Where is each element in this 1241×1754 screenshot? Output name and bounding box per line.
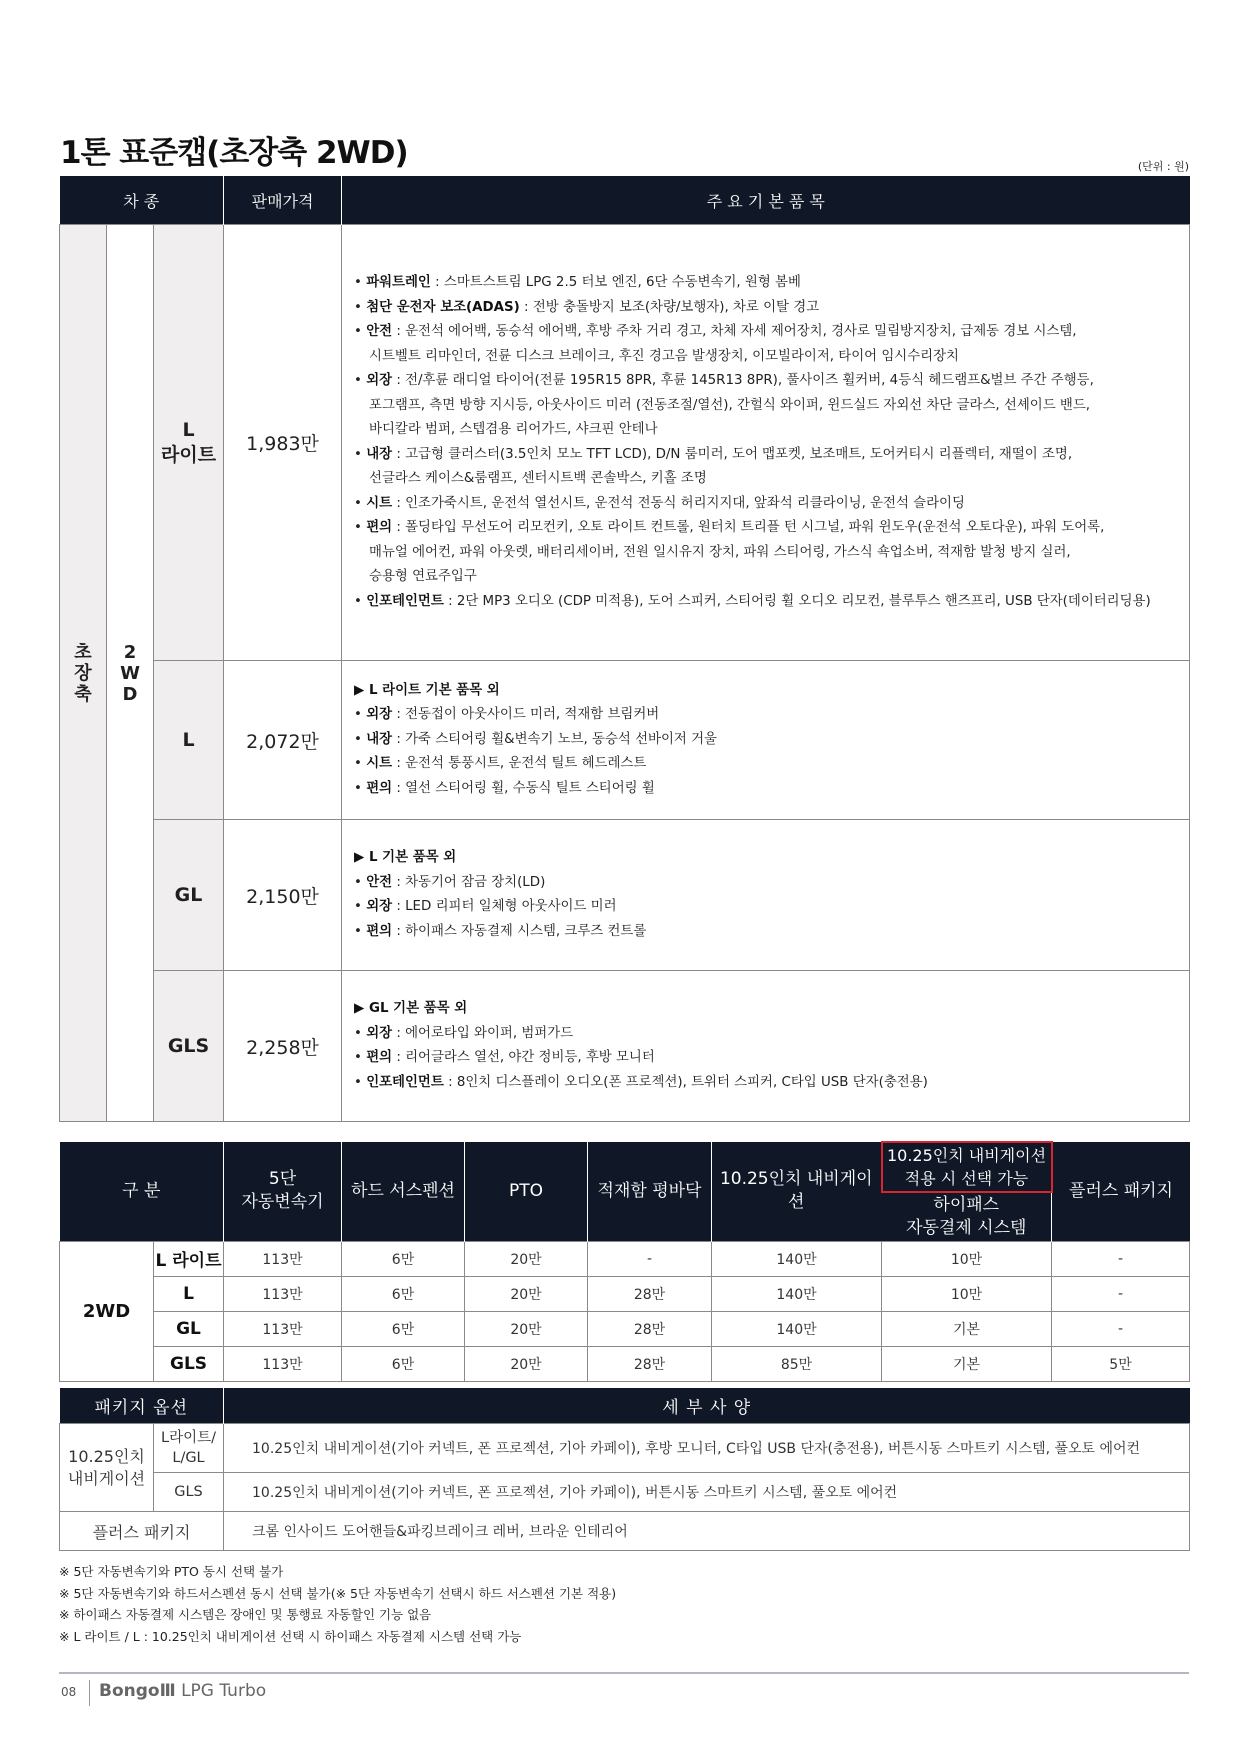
price-cell: 2,072만 <box>224 661 342 820</box>
header-5speed <box>224 1142 342 1241</box>
table-row <box>60 971 1190 1122</box>
feature-line: • 인포테인먼트 : 2단 MP3 오디오 (CDP 미적용), 도어 스피커, 스티어링 휠 오디오 리모컨, 블루투스 핸즈프리, USB 단자(데이터리딩용) <box>354 593 1151 609</box>
feature-line: • 내장 : 가죽 스티어링 휠&변속기 노브, 동승석 선바이저 거울 <box>354 731 717 747</box>
feature-line-cont: 바디칼라 범퍼, 스텝겸용 리어가드, 샤크핀 안테나 <box>369 422 658 437</box>
option-value: 20만 <box>465 1276 588 1311</box>
page-number: 08 <box>61 1685 77 1699</box>
feature-line: • 안전 : 차동기어 잠금 장치(LD) <box>354 874 546 890</box>
option-value: 140만 <box>712 1241 882 1276</box>
feature-line: • 편의 : 리어글라스 열선, 야간 정비등, 후방 모니터 <box>354 1050 655 1065</box>
table-row <box>60 1276 1190 1311</box>
option-value: 6만 <box>342 1241 465 1276</box>
option-value: 28만 <box>588 1276 712 1311</box>
table-row <box>60 661 1190 820</box>
header-plus-package: 플러스 패키지 <box>1052 1142 1190 1241</box>
trim-cell <box>154 971 224 1122</box>
feature-line: • 편의 : 열선 스티어링 휠, 수동식 틸트 스티어링 휠 <box>354 780 655 796</box>
feature-line: • 인포테인먼트 : 8인치 디스플레이 오디오(폰 프로젝션), 트위터 스피커, C타입 USB 단자(충전용) <box>354 1074 928 1090</box>
feature-line-cont: 승용형 연료주입구 <box>369 569 477 584</box>
package-name-cell: 플러스 패키지 <box>60 1512 224 1551</box>
price-cell: 2,150만 <box>224 820 342 971</box>
trim-cell: L <box>154 1276 224 1311</box>
trim-cell <box>154 820 224 971</box>
vehicle-type-char: 장 <box>74 662 92 684</box>
option-value: 140만 <box>712 1276 882 1311</box>
feature-line: • 외장 : LED 리피터 일체형 아웃사이드 미러 <box>354 899 617 914</box>
trim-cell: GLS <box>154 1346 224 1381</box>
drive-char: D <box>122 683 138 705</box>
trim-name: GLS <box>167 1034 210 1057</box>
brand-variant: LPG Turbo <box>175 1681 267 1701</box>
trim-name: GL <box>174 883 203 906</box>
package-trim-line1: L라이트/ <box>161 1430 216 1446</box>
package-detail: 10.25인치 내비게이션(기아 커넥트, 폰 프로젝션, 기아 카페이), 버튼시동 스마트키 시스템, 풀오토 에어컨 <box>224 1473 1190 1512</box>
feature-line: • 외장 : 전동접이 아웃사이드 미러, 적재함 브림커버 <box>354 707 660 723</box>
header-5speed-line1: 5단 <box>268 1169 297 1190</box>
drive-group-cell: 2WD <box>60 1241 154 1381</box>
header-nav-selectable-line2: 적용 시 선택 가능 <box>904 1169 1029 1188</box>
package-trim-line2: L/GL <box>172 1450 205 1466</box>
feature-line: • 편의 : 폴딩타입 무선도어 리모컨키, 오토 라이트 컨트롤, 원터치 트리플 턴 시그널, 파워 윈도우(운전석 오토다운), 파워 도어록, <box>354 520 1105 535</box>
feature-group-header: ▶ L 기본 품목 외 <box>354 850 457 865</box>
vehicle-type-char: 초 <box>74 641 92 663</box>
footnote: ※ 하이패스 자동결제 시스템은 장애인 및 통행료 자동할인 기능 없음 <box>59 1607 432 1622</box>
package-trim-cell: GLS <box>154 1473 224 1512</box>
option-value: 6만 <box>342 1346 465 1381</box>
header-hipass-line1: 하이패스 <box>933 1194 1000 1215</box>
package-trim-cell <box>154 1424 224 1473</box>
option-value: 113만 <box>224 1346 342 1381</box>
option-value: - <box>1052 1311 1190 1346</box>
trim-cell <box>154 225 224 661</box>
option-value: 6만 <box>342 1311 465 1346</box>
footer-divider <box>59 1672 1189 1674</box>
features-cell <box>342 225 1190 661</box>
header-flat-floor: 적재함 평바닥 <box>588 1142 712 1241</box>
trim-name: L <box>182 418 195 441</box>
table-row <box>60 820 1190 971</box>
feature-group-header: ▶ GL 기본 품목 외 <box>354 1001 468 1016</box>
header-nav-selectable-line1: 10.25인치 내비게이션 <box>886 1146 1047 1165</box>
header-navigation: 10.25인치 내비게이션 <box>712 1142 882 1241</box>
package-option-table <box>59 1388 1190 1551</box>
table-row <box>60 1346 1190 1381</box>
footnotes <box>59 1561 616 1647</box>
feature-line: • 편의 : 하이패스 자동결제 시스템, 크루즈 컨트롤 <box>354 923 647 939</box>
footer-separator <box>89 1680 90 1706</box>
option-value: 5만 <box>1052 1346 1190 1381</box>
drive-char: 2 <box>123 641 137 663</box>
option-price-table <box>59 1141 1190 1382</box>
footnote: ※ 5단 자동변속기와 하드서스펜션 동시 선택 불가(※ 5단 자동변속기 선택시 하드 서스펜션 기본 적용) <box>59 1585 617 1601</box>
header-package-option: 패키지 옵션 <box>60 1388 224 1424</box>
header-gubun: 구 분 <box>60 1142 224 1241</box>
option-value: 10만 <box>882 1276 1052 1311</box>
feature-line: • 외장 : 에어로타입 와이퍼, 범퍼가드 <box>354 1025 574 1041</box>
trim-name: L <box>182 728 195 751</box>
trim-cell: L 라이트 <box>154 1241 224 1276</box>
table-row <box>60 225 1190 661</box>
table-row <box>60 1512 1190 1551</box>
option-value: 113만 <box>224 1241 342 1276</box>
package-name-line1: 10.25인치 <box>68 1446 145 1466</box>
price-cell: 2,258만 <box>224 971 342 1122</box>
package-detail: 크롬 인사이드 도어핸들&파킹브레이크 레버, 브라운 인테리어 <box>224 1512 1190 1551</box>
feature-line-cont: 시트벨트 리마인더, 전륜 디스크 브레이크, 후진 경고음 발생장치, 이모빌라이저, 타이어 임시수리장치 <box>369 348 959 364</box>
option-value: - <box>1052 1241 1190 1276</box>
option-value: 20만 <box>465 1311 588 1346</box>
header-features: 주 요 기 본 품 목 <box>342 176 1190 225</box>
footnote: ※ 5단 자동변속기와 PTO 동시 선택 불가 <box>59 1564 284 1579</box>
features-cell <box>342 661 1190 820</box>
feature-line: • 내장 : 고급형 클러스터(3.5인치 모노 TFT LCD), D/N 룸미러, 도어 맵포켓, 보조매트, 도어커티시 리플렉터, 재떨이 조명, <box>354 446 1073 462</box>
footnote: ※ L 라이트 / L : 10.25인치 내비게이션 선택 시 하이패스 자동결제 시스템 선택 가능 <box>59 1628 522 1644</box>
brand-model: BongoⅢ <box>99 1681 176 1701</box>
feature-line-cont: 매뉴얼 에어컨, 파워 아웃렛, 배터리세이버, 전원 일시유지 장치, 파워 스티어링, 가스식 쇽업소버, 적재함 발청 방지 실러, <box>369 544 1071 560</box>
option-value: - <box>1052 1276 1190 1311</box>
trim-cell <box>154 661 224 820</box>
option-value: 6만 <box>342 1276 465 1311</box>
table-row <box>60 1241 1190 1276</box>
package-name-cell <box>60 1424 154 1512</box>
package-detail: 10.25인치 내비게이션(기아 커넥트, 폰 프로젝션, 기아 카페이), 후방 모니터, C타입 USB 단자(충전용), 버튼시동 스마트키 시스템, 풀오토 에어컨 <box>224 1424 1190 1473</box>
brand-name <box>99 1681 266 1701</box>
trim-price-table <box>59 176 1190 1122</box>
header-5speed-line2: 자동변속기 <box>241 1192 324 1213</box>
option-value: 113만 <box>224 1311 342 1346</box>
drive-char: W <box>120 662 140 684</box>
header-hard-suspension: 하드 서스펜션 <box>342 1142 465 1241</box>
header-hipass-line2: 자동결제 시스템 <box>906 1217 1027 1238</box>
table-row <box>60 1311 1190 1346</box>
page-title: 1톤 표준캡(초장축 2WD) <box>60 135 408 171</box>
header-nav-selectable <box>882 1142 1052 1192</box>
option-value: 20만 <box>465 1241 588 1276</box>
trim-name-sub: 라이트 <box>160 443 217 466</box>
header-price: 판매가격 <box>224 176 342 225</box>
vehicle-type-char: 축 <box>74 683 92 705</box>
feature-line: • 시트 : 인조가죽시트, 운전석 열선시트, 운전석 전동식 허리지지대, 앞좌석 리클라이닝, 운전석 슬라이딩 <box>354 495 965 511</box>
table-row <box>60 1473 1190 1512</box>
feature-line: • 안전 : 운전석 에어백, 동승석 에어백, 후방 주차 거리 경고, 차체 자세 제어장치, 경사로 밀림방지장치, 급제동 경보 시스템, <box>354 324 1077 339</box>
header-detail: 세 부 사 양 <box>224 1388 1190 1424</box>
features-cell <box>342 820 1190 971</box>
feature-line: • 첨단 운전자 보조(ADAS) : 전방 충돌방지 보조(차량/보행자), 차로 이탈 경고 <box>354 299 820 315</box>
features-cell <box>342 971 1190 1122</box>
header-hipass <box>882 1192 1052 1241</box>
option-value: 85만 <box>712 1346 882 1381</box>
option-value: 28만 <box>588 1346 712 1381</box>
header-pto: PTO <box>465 1142 588 1241</box>
option-value: 기본 <box>882 1346 1052 1381</box>
feature-line-cont: 선글라스 케이스&룸램프, 센터시트백 콘솔박스, 키홀 조명 <box>369 471 707 486</box>
trim-cell: GL <box>154 1311 224 1346</box>
drive-cell <box>107 225 154 1122</box>
package-name-line2: 내비게이션 <box>67 1468 146 1488</box>
price-cell: 1,983만 <box>224 225 342 661</box>
feature-line: • 외장 : 전/후륜 래디얼 타이어(전륜 195R15 8PR, 후륜 145R13 8PR), 풀사이즈 휠커버, 4등식 헤드램프&벌브 주간 주행등, <box>354 373 1094 388</box>
option-value: 10만 <box>882 1241 1052 1276</box>
option-value: - <box>588 1241 712 1276</box>
feature-line-cont: 포그램프, 측면 방향 지시등, 아웃사이드 미러 (전동조절/열선), 간헐식 와이퍼, 윈드실드 자외선 차단 글라스, 선셰이드 밴드, <box>369 397 1091 413</box>
feature-line: • 파워트레인 : 스마트스트림 LPG 2.5 터보 엔진, 6단 수동변속기, 원형 봄베 <box>354 275 801 290</box>
feature-line: • 시트 : 운전석 통풍시트, 운전석 틸트 헤드레스트 <box>354 756 647 772</box>
option-value: 20만 <box>465 1346 588 1381</box>
option-value: 기본 <box>882 1311 1052 1346</box>
option-value: 113만 <box>224 1276 342 1311</box>
vehicle-type-cell <box>60 225 107 1122</box>
feature-group-header: ▶ L 라이트 기본 품목 외 <box>354 682 500 698</box>
unit-note: (단위 : 원) <box>1137 160 1189 173</box>
option-value: 140만 <box>712 1311 882 1346</box>
header-vehicle: 차 종 <box>60 176 224 225</box>
table-row <box>60 1424 1190 1473</box>
option-value: 28만 <box>588 1311 712 1346</box>
